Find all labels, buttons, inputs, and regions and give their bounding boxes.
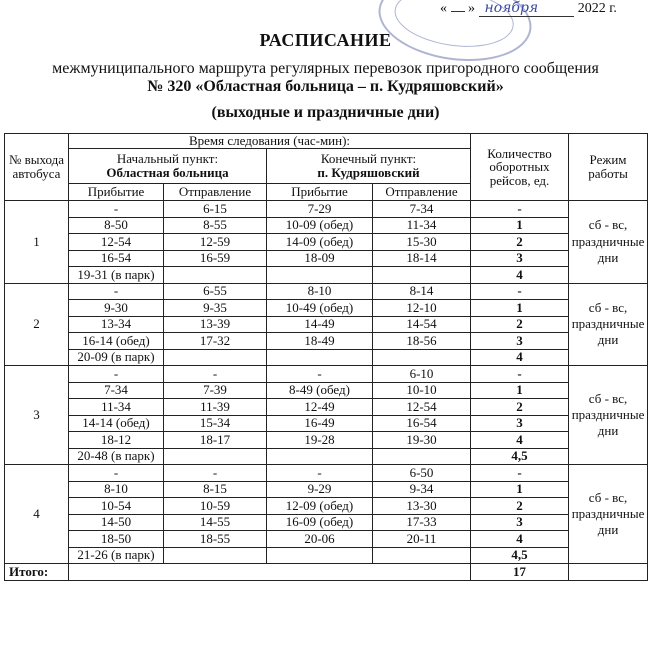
total-label: Итого: (5, 564, 69, 581)
bus-number: 2 (5, 283, 69, 366)
trip-count-cell: 2 (471, 498, 569, 515)
end-departure-cell: 18-14 (373, 250, 471, 267)
start-arrival-cell: 9-30 (69, 300, 164, 317)
end-arrival-cell: 18-49 (267, 333, 373, 350)
end-arrival-cell: 8-10 (267, 283, 373, 300)
trip-count-cell: 1 (471, 481, 569, 498)
park-trip-count-cell: 4 (471, 267, 569, 284)
end-departure-cell: 8-14 (373, 283, 471, 300)
end-departure-cell: 13-30 (373, 498, 471, 515)
empty-cell (373, 547, 471, 564)
header-start-arrival: Прибытие (69, 184, 164, 201)
start-departure-cell: 15-34 (164, 415, 267, 432)
end-departure-cell: 19-30 (373, 432, 471, 449)
date-open-quote: « (440, 1, 447, 16)
end-departure-cell: 14-54 (373, 316, 471, 333)
park-departure-cell: 20-48 (в парк) (69, 448, 164, 465)
trip-count-cell: 3 (471, 250, 569, 267)
trip-count-cell: 3 (471, 415, 569, 432)
start-departure-cell: 14-55 (164, 514, 267, 531)
header-bus-number: № выхода автобуса (5, 134, 69, 201)
work-mode: сб - вс, праздничные дни (569, 366, 648, 465)
start-arrival-cell: 18-50 (69, 531, 164, 548)
end-arrival-cell: 12-09 (обед) (267, 498, 373, 515)
start-departure-cell: 9-35 (164, 300, 267, 317)
end-arrival-cell: 18-09 (267, 250, 373, 267)
start-arrival-cell: 8-10 (69, 481, 164, 498)
park-departure-cell: 19-31 (в парк) (69, 267, 164, 284)
empty-cell (373, 448, 471, 465)
schedule-row (5, 300, 648, 317)
empty-cell (267, 448, 373, 465)
start-departure-cell: 8-55 (164, 217, 267, 234)
handwritten-month: ноября (479, 0, 575, 17)
schedule-row (5, 217, 648, 234)
end-departure-cell: 18-56 (373, 333, 471, 350)
start-departure-cell: 7-39 (164, 382, 267, 399)
end-departure-cell: 16-54 (373, 415, 471, 432)
trip-count-cell: 1 (471, 382, 569, 399)
header-end-departure: Отправление (373, 184, 471, 201)
empty-cell (373, 349, 471, 366)
park-departure-cell: 20-09 (в парк) (69, 349, 164, 366)
bus-number: 4 (5, 465, 69, 564)
start-departure-cell: 6-15 (164, 201, 267, 218)
document-subtitle: межмуниципального маршрута регулярных перевозок пригородного сообщения (52, 60, 599, 77)
empty-cell (164, 349, 267, 366)
start-arrival-cell: - (69, 366, 164, 383)
start-arrival-cell: - (69, 465, 164, 482)
end-departure-cell: 6-50 (373, 465, 471, 482)
start-departure-cell: 6-55 (164, 283, 267, 300)
start-arrival-cell: 14-50 (69, 514, 164, 531)
park-row (5, 547, 648, 564)
schedule-table (4, 133, 648, 581)
start-arrival-cell: 8-50 (69, 217, 164, 234)
end-departure-cell: 12-10 (373, 300, 471, 317)
empty-cell (267, 349, 373, 366)
trip-count-cell: 3 (471, 333, 569, 350)
schedule-row (5, 514, 648, 531)
date-year: 2022 г. (577, 1, 617, 16)
approval-date (440, 0, 617, 17)
header-mode: Режим работы (569, 134, 648, 201)
trip-count-cell: - (471, 465, 569, 482)
end-arrival-cell: 19-28 (267, 432, 373, 449)
work-mode: сб - вс, праздничные дни (569, 283, 648, 366)
park-trip-count-cell: 4,5 (471, 448, 569, 465)
schedule-row (5, 481, 648, 498)
header-end-name: п. Кудряшовский (317, 165, 420, 180)
schedule-row (5, 399, 648, 416)
start-departure-cell: 17-32 (164, 333, 267, 350)
schedule-row (5, 465, 648, 482)
end-arrival-cell: 14-49 (267, 316, 373, 333)
end-arrival-cell: 14-09 (обед) (267, 234, 373, 251)
header-trip-count: Количество оборотных рейсов, ед. (471, 134, 569, 201)
header-start-point (69, 149, 267, 184)
end-arrival-cell: 8-49 (обед) (267, 382, 373, 399)
schedule-row (5, 366, 648, 383)
bus-number: 1 (5, 201, 69, 284)
start-arrival-cell: 16-54 (69, 250, 164, 267)
start-departure-cell: 12-59 (164, 234, 267, 251)
work-mode: сб - вс, праздничные дни (569, 201, 648, 284)
park-trip-count-cell: 4 (471, 349, 569, 366)
days-note: (выходные и праздничные дни) (211, 104, 440, 121)
header-start-name: Областная больница (106, 165, 229, 180)
end-arrival-cell: 10-49 (обед) (267, 300, 373, 317)
header-end-arrival: Прибытие (267, 184, 373, 201)
empty-cell (164, 267, 267, 284)
header-start-departure: Отправление (164, 184, 267, 201)
start-departure-cell: 8-15 (164, 481, 267, 498)
start-arrival-cell: 11-34 (69, 399, 164, 416)
start-departure-cell: 10-59 (164, 498, 267, 515)
total-row (5, 564, 648, 581)
trip-count-cell: 2 (471, 234, 569, 251)
header-time: Время следования (час-мин): (69, 134, 471, 149)
bus-number: 3 (5, 366, 69, 465)
end-arrival-cell: 12-49 (267, 399, 373, 416)
schedule-row (5, 283, 648, 300)
end-departure-cell: 17-33 (373, 514, 471, 531)
trip-count-cell: - (471, 283, 569, 300)
trip-count-cell: - (471, 201, 569, 218)
start-arrival-cell: - (69, 201, 164, 218)
end-departure-cell: 11-34 (373, 217, 471, 234)
schedule-row (5, 201, 648, 218)
empty-cell (267, 267, 373, 284)
trip-count-cell: 2 (471, 399, 569, 416)
start-departure-cell: - (164, 366, 267, 383)
end-departure-cell: 20-11 (373, 531, 471, 548)
trip-count-cell: 4 (471, 432, 569, 449)
schedule-row (5, 531, 648, 548)
trip-count-cell: 1 (471, 300, 569, 317)
total-value: 17 (471, 564, 569, 581)
trip-count-cell: 2 (471, 316, 569, 333)
start-arrival-cell: 12-54 (69, 234, 164, 251)
start-departure-cell: 13-39 (164, 316, 267, 333)
schedule-body (5, 201, 648, 564)
empty-cell (373, 267, 471, 284)
schedule-row (5, 234, 648, 251)
end-arrival-cell: 9-29 (267, 481, 373, 498)
end-departure-cell: 12-54 (373, 399, 471, 416)
schedule-row (5, 498, 648, 515)
empty-cell (164, 448, 267, 465)
total-spacer (69, 564, 471, 581)
trip-count-cell: 1 (471, 217, 569, 234)
start-arrival-cell: 13-34 (69, 316, 164, 333)
trip-count-cell: - (471, 366, 569, 383)
end-arrival-cell: 20-06 (267, 531, 373, 548)
work-mode: сб - вс, праздничные дни (569, 465, 648, 564)
schedule-row (5, 250, 648, 267)
park-departure-cell: 21-26 (в парк) (69, 547, 164, 564)
end-departure-cell: 10-10 (373, 382, 471, 399)
start-departure-cell: 16-59 (164, 250, 267, 267)
end-departure-cell: 15-30 (373, 234, 471, 251)
route-name: № 320 «Областная больница – п. Кудряшовский» (147, 78, 504, 95)
end-departure-cell: 9-34 (373, 481, 471, 498)
start-arrival-cell: 14-14 (обед) (69, 415, 164, 432)
end-arrival-cell: 16-49 (267, 415, 373, 432)
park-row (5, 349, 648, 366)
park-trip-count-cell: 4,5 (471, 547, 569, 564)
end-arrival-cell: 7-29 (267, 201, 373, 218)
end-arrival-cell: - (267, 465, 373, 482)
schedule-row (5, 382, 648, 399)
park-row (5, 267, 648, 284)
end-departure-cell: 6-10 (373, 366, 471, 383)
start-arrival-cell: 18-12 (69, 432, 164, 449)
header-start-label: Начальный пункт: (116, 151, 219, 167)
start-arrival-cell: 7-34 (69, 382, 164, 399)
end-departure-cell: 7-34 (373, 201, 471, 218)
document-title: РАСПИСАНИЕ (259, 30, 392, 50)
total-empty (569, 564, 648, 581)
start-departure-cell: 18-17 (164, 432, 267, 449)
park-row (5, 448, 648, 465)
header-end-label: Конечный пункт: (320, 151, 417, 167)
start-departure-cell: 11-39 (164, 399, 267, 416)
empty-cell (164, 547, 267, 564)
end-arrival-cell: 16-09 (обед) (267, 514, 373, 531)
empty-cell (267, 547, 373, 564)
trip-count-cell: 3 (471, 514, 569, 531)
schedule-row (5, 333, 648, 350)
end-arrival-cell: - (267, 366, 373, 383)
start-arrival-cell: 10-54 (69, 498, 164, 515)
end-arrival-cell: 10-09 (обед) (267, 217, 373, 234)
start-arrival-cell: 16-14 (обед) (69, 333, 164, 350)
start-departure-cell: 18-55 (164, 531, 267, 548)
schedule-row (5, 415, 648, 432)
start-departure-cell: - (164, 465, 267, 482)
trip-count-cell: 4 (471, 531, 569, 548)
header-end-point (267, 149, 471, 184)
schedule-row (5, 432, 648, 449)
schedule-row (5, 316, 648, 333)
start-arrival-cell: - (69, 283, 164, 300)
date-close-quote: » (468, 1, 475, 16)
